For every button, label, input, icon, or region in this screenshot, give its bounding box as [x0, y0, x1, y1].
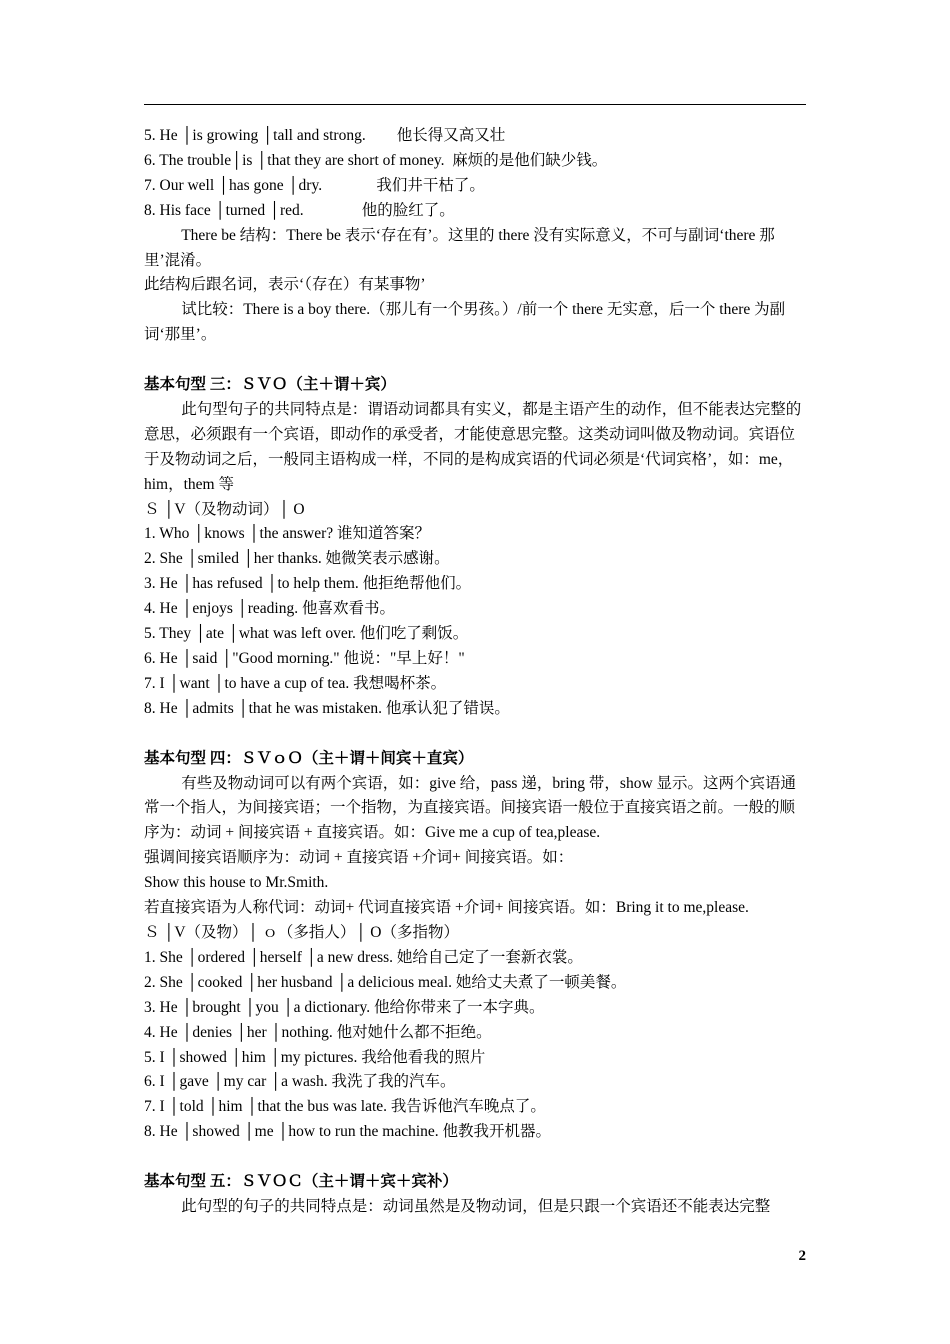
example-line: 6. I │gave │my car │a wash. 我洗了我的汽车。 — [144, 1073, 456, 1091]
example-line: 8. He │showed │me │how to run the machine. 他教我开机器。 — [144, 1123, 552, 1141]
example-line: 2. She │smiled │her thanks. 她微笑表示感谢。 — [144, 550, 450, 568]
example-line: 8. His face │turned │red. 他的脸红了。 — [144, 201, 455, 219]
example-line: 2. She │cooked │her husband │a delicious meal. 她给丈夫煮了一顿美餐。 — [144, 973, 627, 991]
example-line: 1. She │ordered │herself │a new dress. 她给自己定了一套新衣裳。 — [144, 948, 583, 966]
example-line: 3. He │brought │you │a dictionary. 他给你带来了一本字典。 — [144, 998, 545, 1016]
section4-line: 若直接宾语为人称代词：动词+ 代词直接宾语 +介词+ 间接宾语。如：Bring it to me,please. — [144, 899, 749, 917]
there-be-paragraph: There be 结构：There be 表示‘存在有’。这里的 there 没有实际意义，不可与副词‘there 那里’混淆。 — [144, 226, 775, 269]
section4-pattern: Ｓ │V（及物）│ ｏ（多指人）│ O（多指物） — [144, 923, 459, 941]
section5-heading: 基本句型 五：ＳＶＯＣ（主＋谓＋宾＋宾补） — [144, 1173, 458, 1191]
example-line: 5. They │ate │what was left over. 他们吃了剩饭。 — [144, 625, 469, 643]
example-line: 7. I │told │him │that the bus was late. 我告诉他汽车晚点了。 — [144, 1098, 546, 1116]
section3-heading: 基本句型 三：ＳＶＯ（主＋谓＋宾） — [144, 376, 396, 394]
example-line: 3. He │has refused │to help them. 他拒绝帮他们。 — [144, 575, 472, 593]
example-line: 5. I │showed │him │my pictures. 我给他看我的照片 — [144, 1048, 486, 1066]
example-line: 7. Our well │has gone │dry. 我们井干枯了。 — [144, 176, 485, 194]
page-number: 2 — [798, 1248, 806, 1264]
example-line: 5. He │is growing │tall and strong. 他长得又高又壮 — [144, 127, 506, 144]
example-line: 6. The trouble│is │that they are short of money. 麻烦的是他们缺少钱。 — [144, 151, 608, 169]
example-line: 4. He │denies │her │nothing. 他对她什么都不拒绝。 — [144, 1023, 492, 1041]
section4-line: 强调间接宾语顺序为：动词 + 直接宾语 +介词+ 间接宾语。如： — [144, 849, 574, 867]
section5-intro: 此句型的句子的共同特点是：动词虽然是及物动词，但是只跟一个宾语还不能表达完整 — [181, 1197, 771, 1215]
section4-heading: 基本句型 四：ＳＶｏＯ（主＋谓＋间宾＋直宾） — [144, 749, 474, 767]
section4-intro: 有些及物动词可以有两个宾语，如：give 给，pass 递，bring 带，show 显示。这两个宾语通常一个指人，为间接宾语；一个指物，为直接宾语。间接宾语一般位于直接宾语之前。一般的顺序为：动词 + 间接宾语 + 直接宾语。如：Give me a cup of tea,please. — [144, 774, 797, 842]
top-examples — [144, 124, 806, 224]
there-be-note: 此结构后跟名词，表示‘（存在）有某事物’ — [144, 276, 426, 294]
example-line: 6. He │said │"Good morning." 他说："早上好！" — [144, 650, 465, 668]
section3-intro: 此句型句子的共同特点是：谓语动词都具有实义，都是主语产生的动作，但不能表达完整的意思，必须跟有一个宾语，即动作的承受者，才能使意思完整。这类动词叫做及物动词。宾语位于及物动词之后，一般同主语构成一样，不同的是构成宾语的代词必须是‘代词宾格’，如：me，him，them 等 — [144, 400, 802, 493]
example-line: 1. Who │knows │the answer? 谁知道答案？ — [144, 525, 431, 543]
section4-line: Show this house to Mr.Smith. — [144, 874, 329, 892]
section3-pattern: Ｓ │V（及物动词）│ O — [144, 500, 305, 518]
there-be-comparison: 试比较：There is a boy there.（那儿有一个男孩。）/前一个 there 无实意，后一个 there 为副词‘那里’。 — [144, 301, 786, 344]
example-line: 4. He │enjoys │reading. 他喜欢看书。 — [144, 600, 395, 618]
document-body — [144, 124, 806, 1220]
header-rule — [144, 104, 806, 105]
example-line: 8. He │admits │that he was mistaken. 他承认犯了错误。 — [144, 699, 510, 717]
example-line: 7. I │want │to have a cup of tea. 我想喝杯茶。 — [144, 674, 447, 692]
